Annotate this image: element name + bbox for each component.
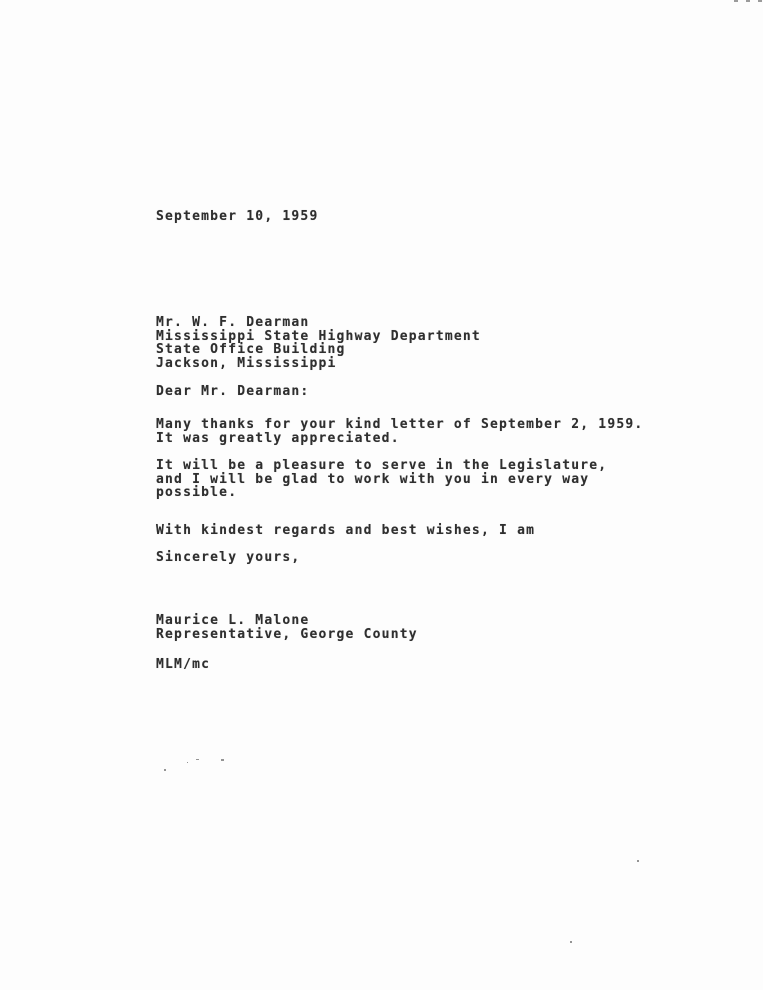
paragraph-line: possible. xyxy=(156,485,238,500)
scan-edge-mark xyxy=(734,0,738,2)
body-paragraph-3: With kindest regards and best wishes, I am xyxy=(156,523,536,538)
scan-edge-mark xyxy=(758,0,762,2)
scan-speck xyxy=(637,860,639,862)
recipient-city: Jackson, Mississippi xyxy=(156,355,337,371)
recipient-name: Mr. W. F. Dearman xyxy=(156,315,310,330)
paragraph-line: and I will be glad to work with you in every way xyxy=(156,471,590,487)
scan-speck xyxy=(221,759,224,761)
salutation: Dear Mr. Dearman: xyxy=(156,384,310,399)
complimentary-close: Sincerely yours, xyxy=(156,550,301,565)
body-paragraph-2 xyxy=(156,459,607,500)
scan-speck xyxy=(187,762,188,763)
scan-speck xyxy=(570,941,572,943)
paragraph-line: Many thanks for your kind letter of September 2, 1959. xyxy=(156,417,644,432)
signature-title: Representative, George County xyxy=(156,626,418,642)
reference-initials: MLM/mc xyxy=(156,657,211,672)
recipient-org: Mississippi State Highway Department xyxy=(156,328,481,344)
scan-edge-mark xyxy=(746,0,750,2)
signature-block xyxy=(156,614,418,641)
recipient-building: State Office Building xyxy=(156,342,346,357)
body-paragraph-1 xyxy=(156,418,643,445)
paragraph-line: It will be a pleasure to serve in the Legislature, xyxy=(156,458,608,473)
signature-name: Maurice L. Malone xyxy=(156,613,310,628)
scan-speck xyxy=(164,769,166,771)
recipient-address xyxy=(156,316,481,370)
paragraph-line: It was greatly appreciated. xyxy=(156,430,400,446)
letter-date: September 10, 1959 xyxy=(156,209,319,224)
scan-speck xyxy=(196,759,199,760)
